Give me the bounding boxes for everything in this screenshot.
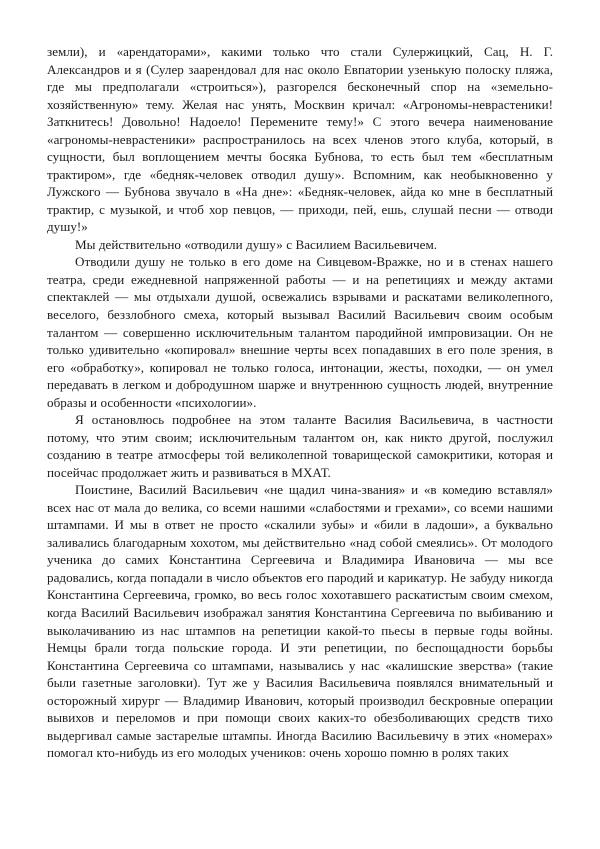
paragraph: Отводили душу не только в его доме на Сивцевом-Вражке, но и в стенах нашего театра, среди ежедневной напряженной работы — и на репетициях и между актами спектаклей — мы отдыхали душой, освежались взрывами и раскатами великолепного, веселого, беззлобного смеха, который вызывал Василий Васильевич своим особым талантом — совершенно исключительным талантом пародийной импровизации. Он не только удивительно «копировал» внешние черты всех попадавших в его поле зрения, в его «обработку», копировал не только голоса, интонации, жесты, походки, — он умел передавать в легком и добродушном шарже и внутреннюю сущность людей, внутренние образы и особенности «психологии». [47, 254, 553, 410]
paragraph: Поистине, Василий Васильевич «не щадил чина-звания» и «в комедию вставлял» всех нас от мала до велика, со всеми нашими «слабостями и грехами», со всеми нашими штампами. И мы в ответ не просто «скалили зубы» и «били в ладоши», а буквально заливались благодарным хохотом, мы действительно «над собой смеялись». От молодого ученика до самих Константина Сергеевича и Владимира Ивановича — мы все радовались, когда попадали в число объектов его пародий и карикатур. Не забуду никогда Константина Сергеевича, громко, во весь голос хохотавшего раскатистым своим смехом, когда Василий Васильевич изображал занятия Константина Сергеевича по выбиванию и выколачиванию из нас штампов на репетиции какой-то пьесы в первые годы войны. Немцы брали тогда польские города. И эти репетиции, по беспощадности борьбы Константина Сергеевича со штампами, назывались у нас «калишские зверства» (такие были газетные заголовки). Тут же у Василия Васильевича появлялся внимательный и осторожный хирург — Владимир Иванович, который производил бескровные операции вывихов и переломов и при помощи своих каких-то обезболивающих средств тихо выдергивал самые застарелые штампы. Иногда Василию Васильевичу в этих «номерах» помогал кто-нибудь из его молодых учеников: очень хорошо помню в ролях таких [47, 482, 553, 761]
body-text-column [47, 43, 553, 762]
paragraph: Мы действительно «отводили душу» с Василием Васильевичем. [75, 236, 438, 252]
paragraph: земли), и «арендаторами», какими только что стали Сулержицкий, Сац, Н. Г. Александров и я (Сулер заарендовал для нас около Евпатории узенькую полоску пляжа, где мы предполагали «строиться»), разгорелся бесконечный спор на «земельно-хозяйственную» тему. Желая нас унять, Москвин кричал: «Агрономы-неврастеники! Заткнитесь! Довольно! Надоело! Перемените тему!» С этого вечера наименование «агрономы-неврастеники» распространилось на всех членов этого клуба, который, в сущности, был воплощением мечты босяка Бубнова, то есть был тем «бесплатным трактиром», где «бедняк-человек отводил душу». Вспомним, как необыкновенно у Лужского — Бубнова звучало в «На дне»: «Бедняк-человек, айда ко мне в бесплатный трактир, с музыкой, и чтоб хор певцов, — приходи, пей, ешь, слушай песни — отводи душу!» [47, 44, 553, 235]
paragraph: Я остановлюсь подробнее на этом таланте Василия Васильевича, в частности потому, что этим своим; исключительным талантом он, как никто другой, послужил созданию в театре атмосферы той великолепной товарищеской самокритики, которая и посейчас продолжает жить и развиваться в МХАТ. [47, 412, 553, 480]
